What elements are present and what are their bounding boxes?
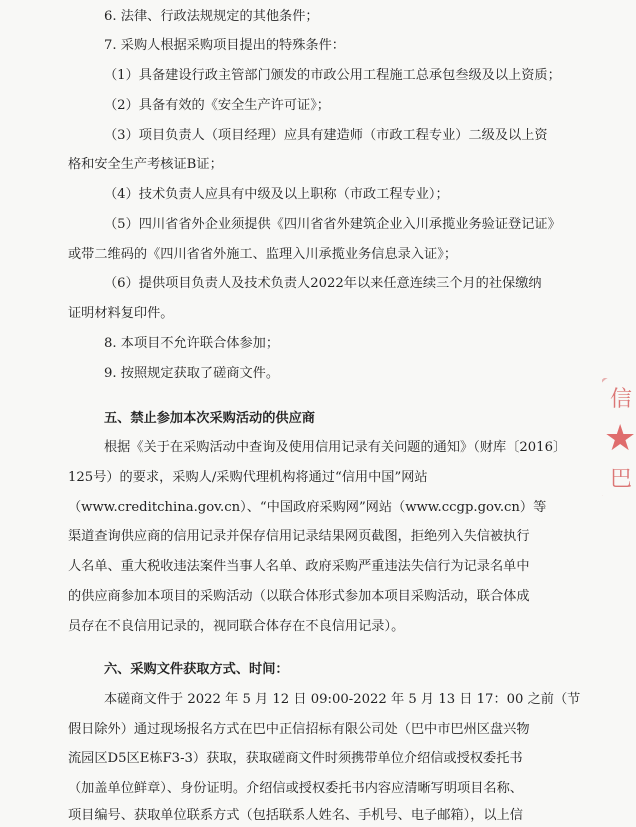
section-heading: 五、禁止参加本次采购活动的供应商 xyxy=(104,411,315,426)
text-line: （5）四川省省外企业须提供《四川省省外建筑企业入川承揽业务验证登记证》 xyxy=(104,217,561,232)
text-line: 8. 本项目不允许联合体参加； xyxy=(104,336,280,351)
text-line: 假日除外）通过现场报名方式在巴中正信招标有限公司处（巴中市巴州区盘兴物 xyxy=(68,722,530,737)
text-line: 125号）的要求，采购人/采购代理机构将通过“信用中国”网站 xyxy=(68,470,428,485)
text-line: 7. 采购人根据采购项目提出的特殊条件： xyxy=(104,38,345,53)
text-line: （2）具备有效的《安全生产许可证》； xyxy=(104,98,330,113)
text-line: 9. 按照规定获取了磋商文件。 xyxy=(104,366,280,381)
section-heading: 六、采购文件获取方式、时间： xyxy=(104,662,289,677)
text-line: 或带二维码的《四川省省外施工、监理入川承揽业务信息录入证》； xyxy=(68,247,458,262)
seal-stamp xyxy=(602,378,636,496)
text-line: 流园区D5区E栋F3-3）获取，获取磋商文件时须携带单位介绍信或授权委托书 xyxy=(68,751,523,766)
text-line: 的供应商参加本项目的采购活动（以联合体形式参加本项目采购活动，联合体成 xyxy=(68,589,530,604)
text-line: （加盖单位鲜章）、身份证明。介绍信或授权委托书内容应清晰写明项目名称、 xyxy=(68,781,523,796)
seal-char: 信 xyxy=(610,387,633,412)
text-line: （1）具备建设行政主管部门颁发的市政公用工程施工总承包叁级及以上资质； xyxy=(104,68,561,83)
text-line: （3）项目负责人（项目经理）应具有建造师（市政工程专业）二级及以上资 xyxy=(104,128,548,143)
text-line: 项目编号、获取单位联系方式（包括联系人姓名、手机号、电子邮箱），以上信 xyxy=(68,808,523,823)
text-line: （www.creditchina.gov.cn）、“中国政府采购网”网站（www.ccgp.gov.cn）等 xyxy=(68,500,547,515)
text-line: 6. 法律、行政法规规定的其他条件； xyxy=(104,9,319,24)
text-line: 格和安全生产考核证B证； xyxy=(68,157,223,172)
text-line: 本磋商文件于 2022 年 5 月 12 日 09:00-2022 年 5 月 13 日 17：00 之前（节 xyxy=(104,692,581,707)
text-line: 人名单、重大税收违法案件当事人名单、政府采购严重违法失信行为记录名单中 xyxy=(68,559,530,574)
text-line: 渠道查询供应商的信用记录并保存信用记录结果网页截图，拒绝列入失信被执行 xyxy=(68,529,530,544)
seal-char: 巴 xyxy=(610,467,633,492)
text-line: 证明材料复印件。 xyxy=(68,306,174,321)
star-icon: ★ xyxy=(604,418,636,459)
text-line: （4）技术负责人应具有中级及以上职称（市政工程专业）； xyxy=(104,187,449,202)
text-line: 根据《关于在采购活动中查询及使用信用记录有关问题的通知》（财库〔2016〕 xyxy=(104,440,567,455)
text-line: （6）提供项目负责人及技术负责人2022年以来任意连续三个月的社保缴纳 xyxy=(104,276,542,291)
text-line: 员存在不良信用记录的，视同联合体存在不良信用记录）。 xyxy=(68,619,405,634)
